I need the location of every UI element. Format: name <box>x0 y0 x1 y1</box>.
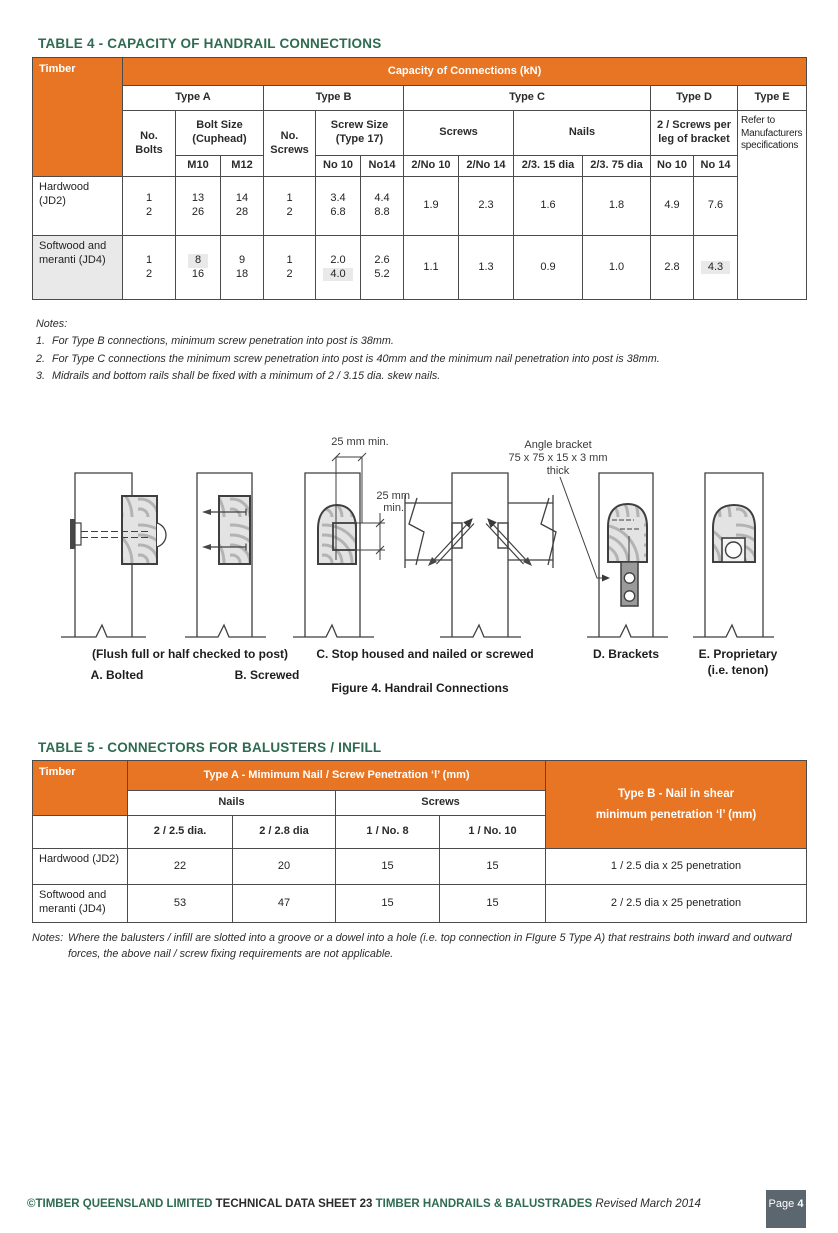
t4-col-m10: M10 <box>176 156 221 177</box>
notes-text: Where the balusters / infill are slotted into a groove or a dowel into a hole (i.e. top connection in FIgure 5 Type A) that restrains both inward and outward forces, the above nail / screw fixing requirements are not applicable. <box>68 932 792 961</box>
caption-b-screwed: B. Screwed <box>234 668 300 682</box>
break-symbol <box>61 625 146 637</box>
footer-revised: Revised March 2014 <box>595 1198 701 1210</box>
t4-cell: 7.6 <box>694 177 738 236</box>
cuphead-icon <box>157 523 166 547</box>
bracket-note-line3: thick <box>546 465 570 477</box>
diagram-c-stop-housed <box>293 453 385 637</box>
t5-row-softwood <box>33 885 807 923</box>
footer-copyright: ©TIMBER QUEENSLAND LIMITED <box>27 1198 213 1210</box>
t4-cell: 1.9 <box>404 177 459 236</box>
t4-header-type-c: Type C <box>404 86 651 111</box>
diagram-a-bolted <box>61 473 166 637</box>
t4-cell: 1.1 <box>404 236 459 300</box>
notes-label: Notes: <box>36 318 68 330</box>
note-3: 3. Midrails and bottom rails shall be fixed with a minimum of 2 / 3.15 dia. skew nails. <box>36 370 441 383</box>
t5-cell: 15 <box>440 885 546 923</box>
diagram-b-screwed <box>185 473 266 637</box>
t5-row-hardwood <box>33 849 807 885</box>
t4-header-nails: Nails <box>514 111 651 156</box>
t4-row-softwood <box>33 236 807 300</box>
t4-cell: 4.3 <box>694 236 738 300</box>
t4-header-type-e: Type E <box>738 86 807 111</box>
note-1: 1. For Type B connections, minimum screw penetration into post is 38mm. <box>36 335 394 348</box>
t4-cell: 14 28 <box>221 177 264 236</box>
t5-header-nails: Nails <box>128 791 336 816</box>
t4-header-no-screws: No. Screws <box>264 111 316 177</box>
skew-nail-icon <box>428 519 474 566</box>
t4-header-timber: Timber <box>33 58 123 177</box>
t4-cell: 4.9 <box>651 177 694 236</box>
dim-top-label: 25 mm min. <box>331 436 389 448</box>
t5-col-no10: 1 / No. 10 <box>440 816 546 849</box>
t4-col-no10b: No 10 <box>316 156 361 177</box>
t4-col-2no14: 2/No 14 <box>459 156 514 177</box>
rail-break <box>409 498 424 565</box>
t4-cell: 9 18 <box>221 236 264 300</box>
diagram-d-brackets <box>560 473 668 637</box>
t5-row-label: Softwood and meranti (JD4) <box>33 885 128 923</box>
leader-line <box>560 477 609 578</box>
footer-sheet: TECHNICAL DATA SHEET 23 <box>215 1198 373 1210</box>
t4-cell: 2.0 4.0 <box>316 236 361 300</box>
t4-cell: 4.4 8.8 <box>361 177 404 236</box>
t4-header-screw-size: Screw Size (Type 17) <box>316 111 404 156</box>
t5-col-28dia: 2 / 2.8 dia <box>233 816 336 849</box>
t4-col-no14b: No14 <box>361 156 404 177</box>
t4-cell: 1.3 <box>459 236 514 300</box>
t5-col-25dia: 2 / 2.5 dia. <box>128 816 233 849</box>
t4-cell: 3.4 6.8 <box>316 177 361 236</box>
t4-cell: 1.0 <box>583 236 651 300</box>
t4-cell: 1.6 <box>514 177 583 236</box>
t4-header-capacity: Capacity of Connections (kN) <box>123 58 807 86</box>
t5-header-timber: Timber <box>33 761 128 816</box>
figure-caption: Figure 4. Handrail Connections <box>331 681 509 695</box>
dim-right-label-1: 25 mm <box>376 490 410 502</box>
caption-e-proprietary: E. Proprietary <box>698 647 778 661</box>
caption-a-bolted: A. Bolted <box>90 668 144 682</box>
caption-c-stop-housed: C. Stop housed and nailed or screwed <box>316 647 534 661</box>
tenon-icon <box>726 542 742 558</box>
diagram-c-elevation <box>405 473 556 637</box>
t4-col-no14d: No 14 <box>694 156 738 177</box>
t4-cell: 8 16 <box>176 236 221 300</box>
table5-connectors-for-balusters <box>32 760 807 923</box>
t4-cell: 2.3 <box>459 177 514 236</box>
t5-cell: 15 <box>336 849 440 885</box>
t5-cell: 1 / 2.5 dia x 25 penetration <box>546 849 807 885</box>
footer <box>27 1198 701 1210</box>
t5-header-type-b: Type B - Nail in shear minimum penetration ‘l’ (mm) <box>546 761 807 849</box>
t4-row-label: Softwood and meranti (JD4) <box>33 236 123 300</box>
t4-type-e-note: Refer to Manufacturers specifications <box>738 111 807 300</box>
t4-cell: 0.9 <box>514 236 583 300</box>
diagram-e-proprietary <box>693 473 774 637</box>
caption-e-tenon: (i.e. tenon) <box>707 663 769 677</box>
footer-doc-title: TIMBER HANDRAILS & BALUSTRADES <box>375 1198 593 1210</box>
t4-header-type-b: Type B <box>264 86 404 111</box>
t4-cell: 13 26 <box>176 177 221 236</box>
t5-header-type-a: Type A - Mimimum Nail / Screw Penetration ‘l’ (mm) <box>128 761 546 791</box>
t5-cell: 53 <box>128 885 233 923</box>
t4-cell: 1 2 <box>123 236 176 300</box>
t5-cell: 2 / 2.5 dia x 25 penetration <box>546 885 807 923</box>
t4-col-2no10: 2/No 10 <box>404 156 459 177</box>
table4-notes <box>36 316 776 386</box>
bracket-hole <box>624 573 634 583</box>
t4-cell: 2.6 5.2 <box>361 236 404 300</box>
t5-col-no8: 1 / No. 8 <box>336 816 440 849</box>
t4-col-315dia: 2/3. 15 dia <box>514 156 583 177</box>
figure-4-handrail-connections <box>0 425 838 710</box>
t5-header-screws: Screws <box>336 791 546 816</box>
figure-4-drawing <box>0 425 838 660</box>
handrail-section <box>318 505 356 564</box>
t4-row-label: Hardwood (JD2) <box>33 177 123 236</box>
t5-cell: 15 <box>336 885 440 923</box>
t5-cell: 22 <box>128 849 233 885</box>
t4-cell: 1.8 <box>583 177 651 236</box>
t4-col-375dia: 2/3. 75 dia <box>583 156 651 177</box>
t5-empty-cell <box>33 816 128 849</box>
table5-title: TABLE 5 - CONNECTORS FOR BALUSTERS / INFILL <box>38 740 382 755</box>
t4-cell: 2.8 <box>651 236 694 300</box>
bracket-note-line1: Angle bracket <box>524 439 592 451</box>
handrail-section <box>608 504 647 562</box>
t5-cell: 15 <box>440 849 546 885</box>
t4-col-m12: M12 <box>221 156 264 177</box>
caption-flush-checked: (Flush full or half checked to post) <box>91 647 288 661</box>
dim-right-label-2: min. <box>383 502 404 514</box>
skew-nail-icon <box>486 519 532 566</box>
bracket-hole <box>624 591 634 601</box>
notes-label: Notes: <box>32 932 64 944</box>
t4-header-screws: Screws <box>404 111 514 156</box>
caption-d-brackets: D. Brackets <box>592 647 660 661</box>
page-number-badge: Page 4 <box>766 1190 806 1228</box>
table4-capacity-of-handrail-connections <box>32 57 807 300</box>
rail-break <box>541 498 556 565</box>
handrail-section <box>219 496 250 564</box>
t4-header-bracket-screws: 2 / Screws per leg of bracket <box>651 111 738 156</box>
t4-cell: 1 2 <box>264 177 316 236</box>
handrail-section <box>122 496 157 564</box>
washer-icon <box>75 523 81 545</box>
t4-header-type-d: Type D <box>651 86 738 111</box>
t5-cell: 47 <box>233 885 336 923</box>
t4-header-bolt-size: Bolt Size (Cuphead) <box>176 111 264 156</box>
table5-notes <box>32 930 812 962</box>
note-2: 2. For Type C connections the minimum screw penetration into post is 40mm and the minimum nail penetration into post is 38mm. <box>36 352 660 365</box>
t4-header-no-bolts: No. Bolts <box>123 111 176 177</box>
bolt-head-icon <box>70 519 75 549</box>
table4-title: TABLE 4 - CAPACITY OF HANDRAIL CONNECTIONS <box>38 36 382 51</box>
t4-cell: 1 2 <box>123 177 176 236</box>
t4-col-no10d: No 10 <box>651 156 694 177</box>
t4-cell: 1 2 <box>264 236 316 300</box>
t5-cell: 20 <box>233 849 336 885</box>
t5-row-label: Hardwood (JD2) <box>33 849 128 885</box>
t4-header-type-a: Type A <box>123 86 264 111</box>
bracket-note-line2: 75 x 75 x 15 x 3 mm <box>508 452 608 464</box>
t4-row-hardwood <box>33 177 807 236</box>
